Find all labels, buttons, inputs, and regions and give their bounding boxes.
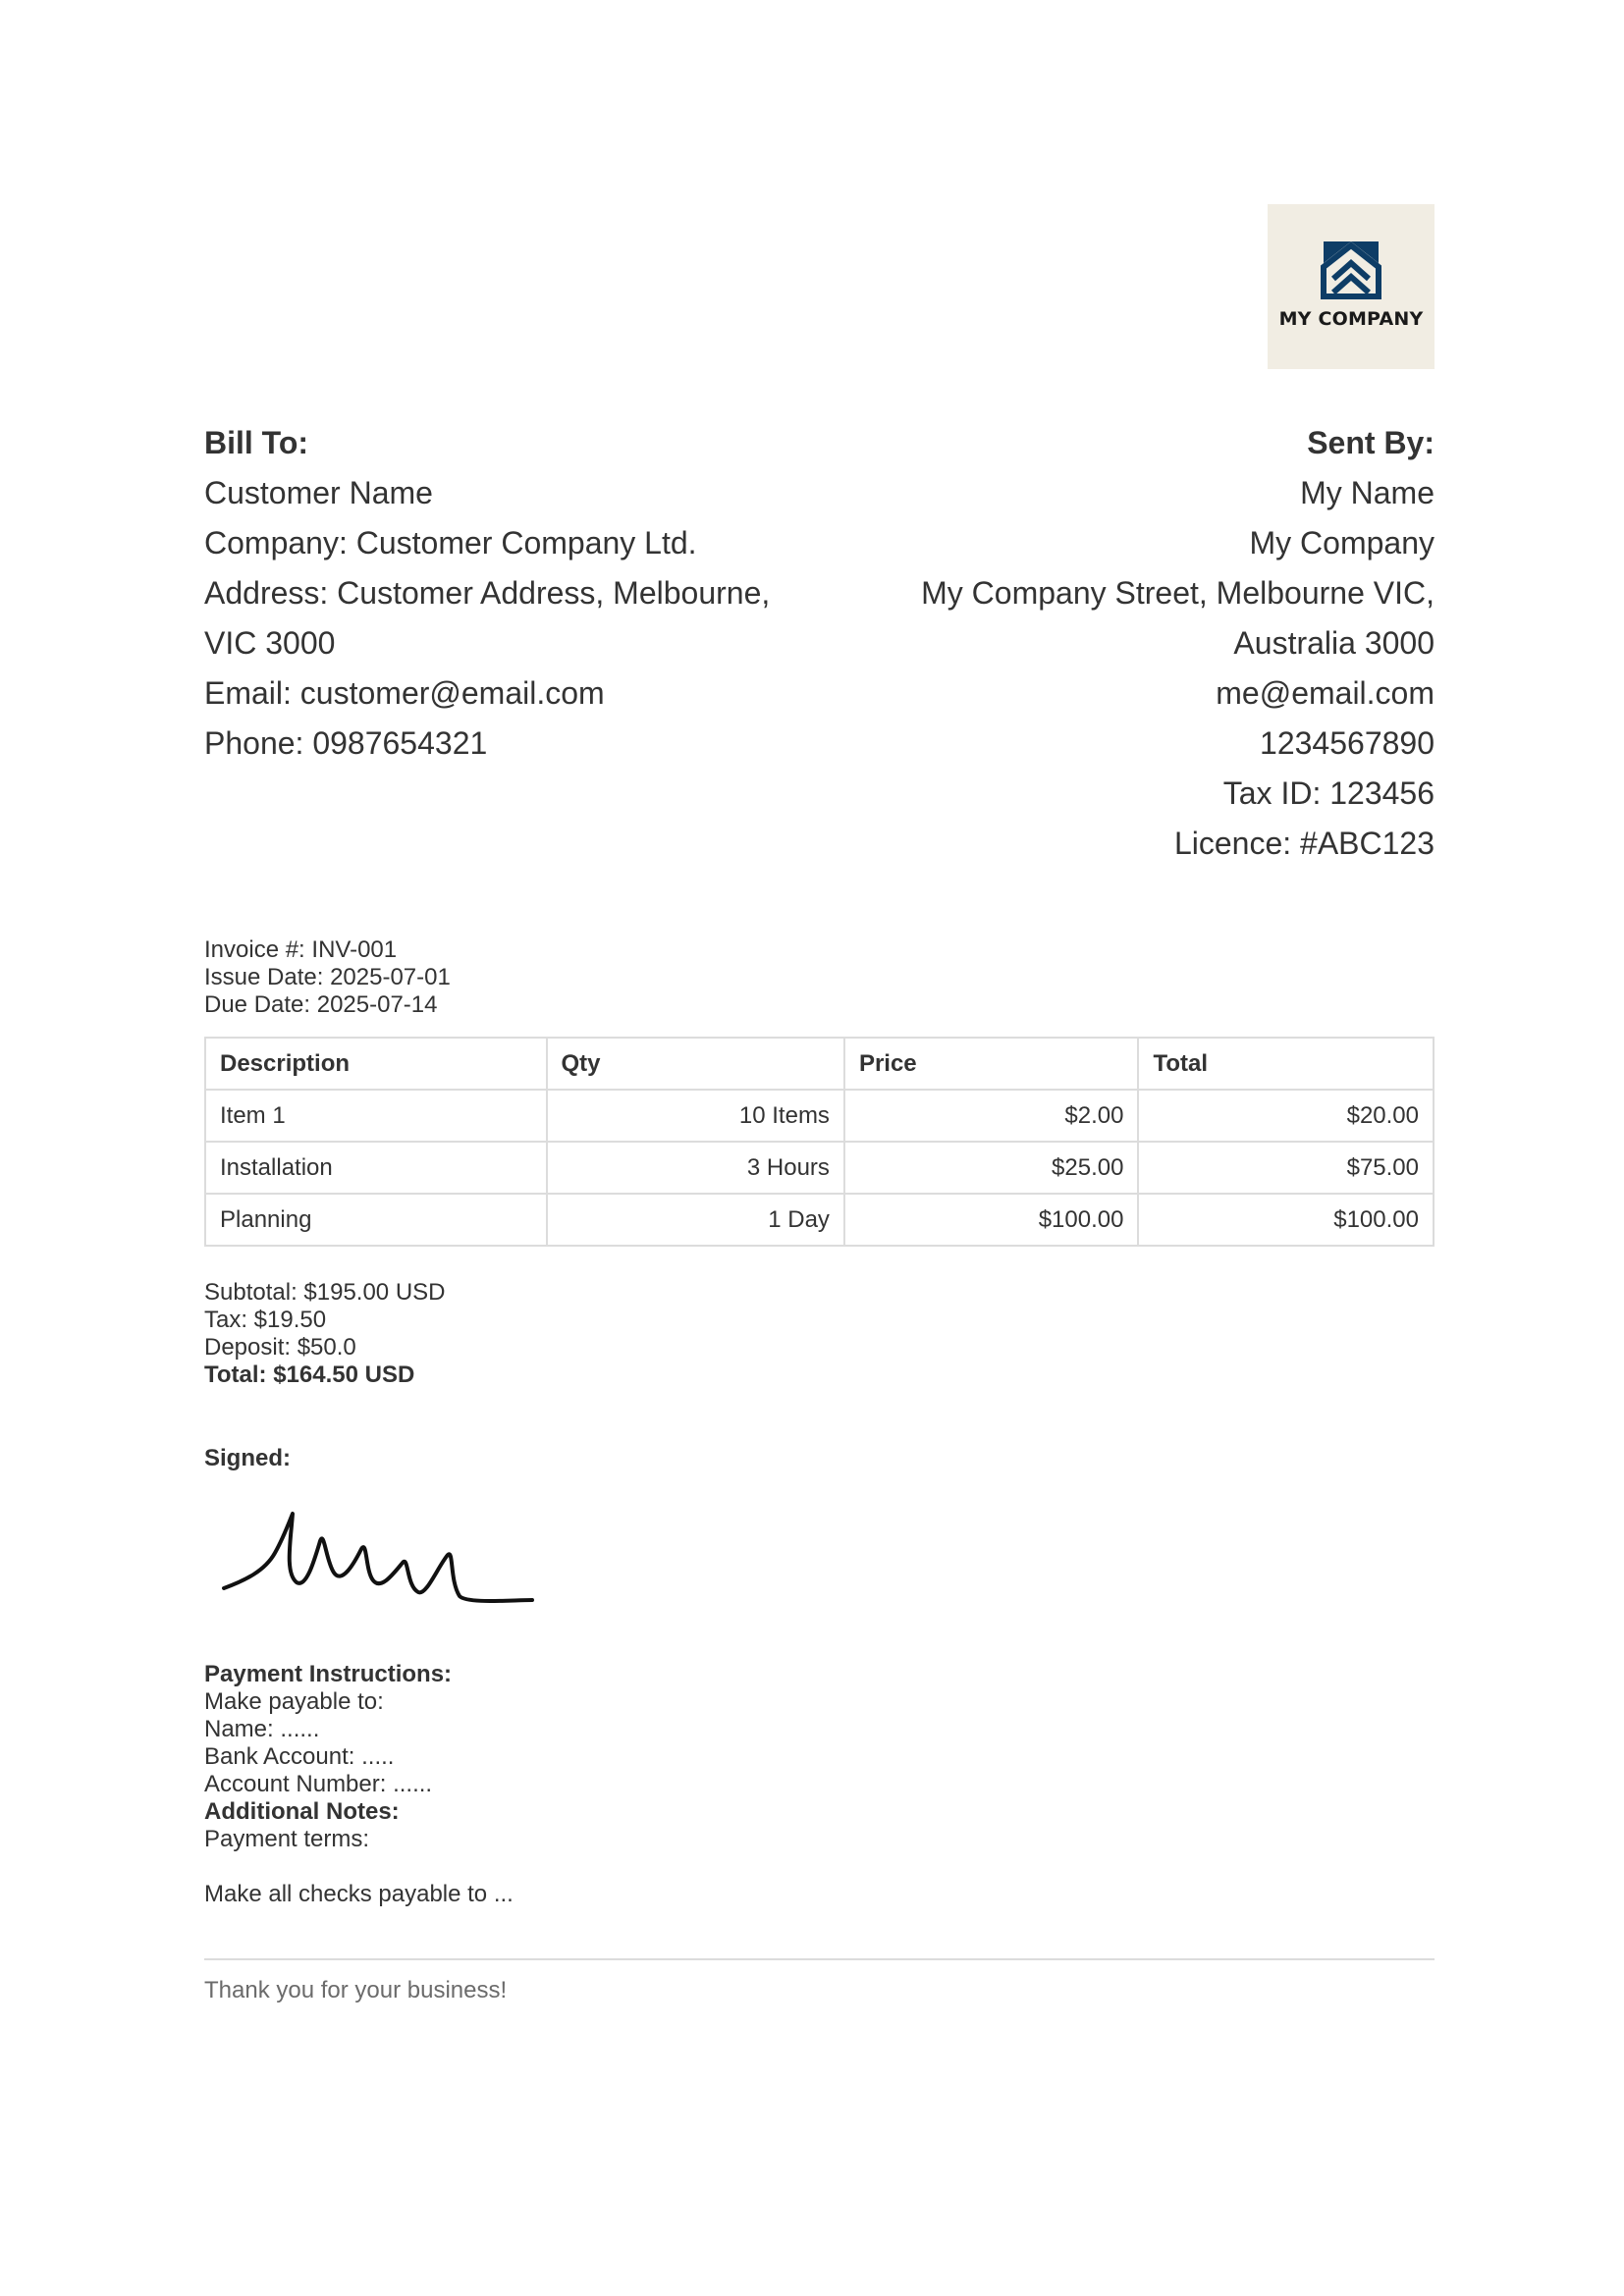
subtotal: Subtotal: $195.00 USD xyxy=(204,1279,446,1306)
sent-by-block xyxy=(864,418,1435,869)
line-items-table xyxy=(204,1037,1435,1247)
customer-company: Company: Customer Company Ltd. xyxy=(204,525,697,561)
payment-instructions xyxy=(204,1661,514,1908)
payable-to: Make payable to: xyxy=(204,1688,384,1715)
table-header-row xyxy=(205,1038,1434,1090)
cell-total: $75.00 xyxy=(1138,1142,1434,1194)
deposit: Deposit: $50.0 xyxy=(204,1334,356,1361)
customer-phone: Phone: 0987654321 xyxy=(204,725,488,761)
sender-address-line-1: My Company Street, Melbourne VIC, xyxy=(921,575,1435,611)
cell-price: $100.00 xyxy=(844,1194,1139,1246)
company-logo xyxy=(1268,204,1435,369)
table-row xyxy=(205,1142,1434,1194)
customer-email: Email: customer@email.com xyxy=(204,675,605,711)
customer-name: Customer Name xyxy=(204,475,433,510)
bank-account: Bank Account: ..... xyxy=(204,1743,395,1770)
logo-text: MY COMPANY xyxy=(1278,308,1424,330)
tax: Tax: $19.50 xyxy=(204,1307,327,1333)
cell-description: Installation xyxy=(205,1142,547,1194)
footer-text: Thank you for your business! xyxy=(204,1977,508,2003)
column-header-price: Price xyxy=(844,1038,1139,1090)
sender-company: My Company xyxy=(1249,525,1435,561)
cell-qty: 10 Items xyxy=(547,1090,844,1142)
cell-description: Planning xyxy=(205,1194,547,1246)
cell-description: Item 1 xyxy=(205,1090,547,1142)
totals-block xyxy=(204,1279,446,1389)
cell-qty: 3 Hours xyxy=(547,1142,844,1194)
invoice-meta xyxy=(204,936,451,1019)
payment-heading: Payment Instructions: xyxy=(204,1661,453,1687)
checks-payable: Make all checks payable to ... xyxy=(204,1881,514,1907)
cell-total: $100.00 xyxy=(1138,1194,1434,1246)
signed-label: Signed: xyxy=(204,1445,291,1471)
sender-phone: 1234567890 xyxy=(1260,725,1435,761)
signature-icon xyxy=(216,1502,540,1610)
payment-terms: Payment terms: xyxy=(204,1826,370,1852)
bill-to-heading: Bill To: xyxy=(204,425,309,460)
sent-by-heading: Sent By: xyxy=(1307,425,1435,460)
sender-name: My Name xyxy=(1300,475,1435,510)
sender-tax-id: Tax ID: 123456 xyxy=(1222,775,1435,811)
customer-address-line-1: Address: Customer Address, Melbourne, xyxy=(204,575,771,611)
grand-total: Total: $164.50 USD xyxy=(204,1362,415,1388)
customer-address-line-2: VIC 3000 xyxy=(204,625,336,661)
sender-email: me@email.com xyxy=(1216,675,1435,711)
sender-address-line-2: Australia 3000 xyxy=(1233,625,1435,661)
table-row xyxy=(205,1194,1434,1246)
payment-name: Name: ...... xyxy=(204,1716,320,1742)
spacer xyxy=(204,1853,514,1881)
bill-to-block xyxy=(204,418,793,769)
cell-qty: 1 Day xyxy=(547,1194,844,1246)
chevron-house-icon xyxy=(1320,238,1382,300)
cell-price: $2.00 xyxy=(844,1090,1139,1142)
additional-notes-heading: Additional Notes: xyxy=(204,1798,400,1825)
column-header-total: Total xyxy=(1138,1038,1434,1090)
footer-divider xyxy=(204,1958,1435,1960)
cell-total: $20.00 xyxy=(1138,1090,1434,1142)
cell-price: $25.00 xyxy=(844,1142,1139,1194)
table-row xyxy=(205,1090,1434,1142)
issue-date: Issue Date: 2025-07-01 xyxy=(204,964,451,990)
sender-licence: Licence: #ABC123 xyxy=(1173,826,1435,861)
account-number: Account Number: ...... xyxy=(204,1771,433,1797)
due-date: Due Date: 2025-07-14 xyxy=(204,991,438,1018)
invoice-number: Invoice #: INV-001 xyxy=(204,936,398,963)
column-header-qty: Qty xyxy=(547,1038,844,1090)
column-header-description: Description xyxy=(205,1038,547,1090)
